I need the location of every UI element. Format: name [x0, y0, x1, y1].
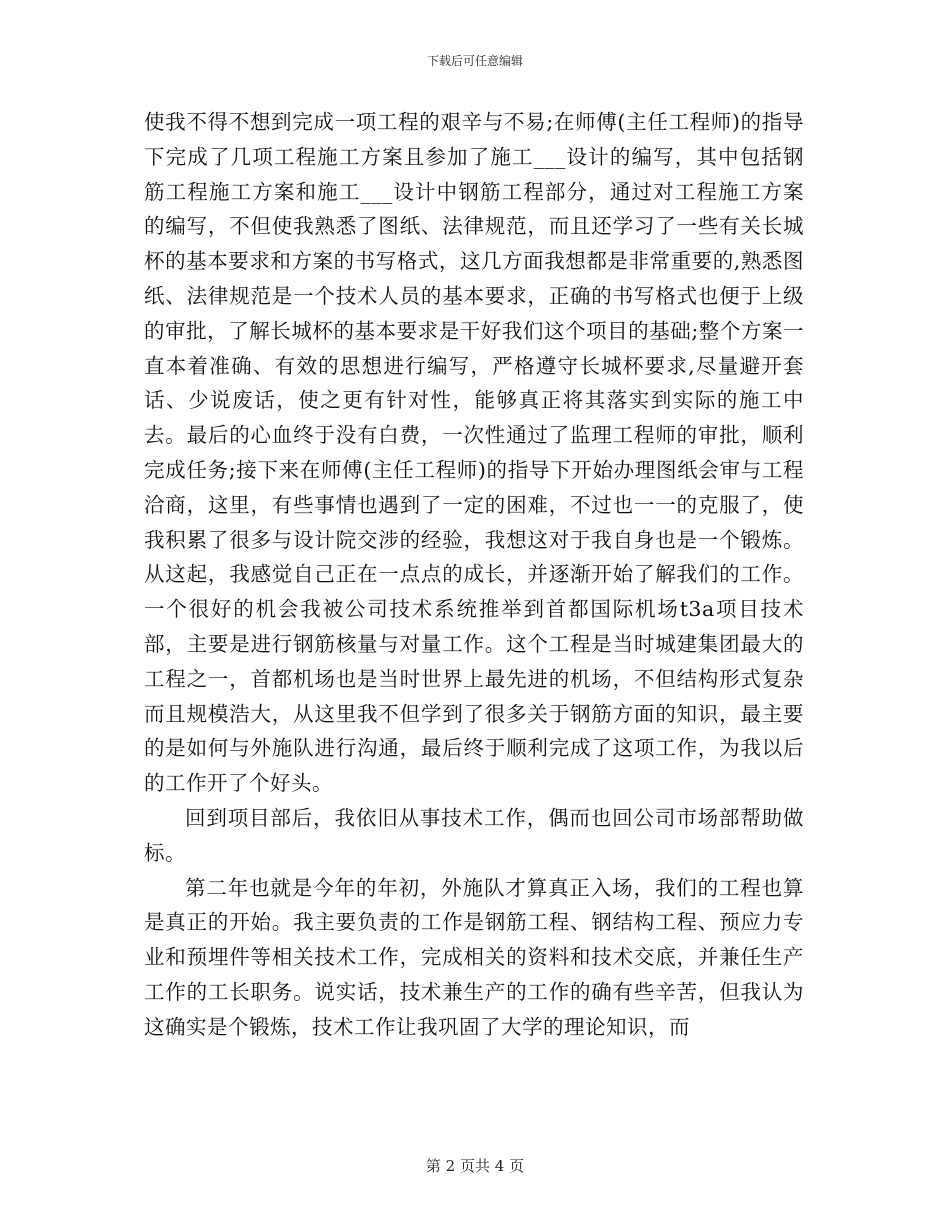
document-body	[144, 105, 804, 1045]
paragraph-2: 回到项目部后，我依旧从事技术工作，偶而也回公司市场部帮助做标。	[144, 805, 804, 865]
page-header: 下载后可任意编辑	[426, 54, 523, 68]
paragraph-3: 第二年也就是今年的年初，外施队才算真正入场，我们的工程也算是真正的开始。我主要负责的工作是钢筋工程、钢结构工程、预应力专业和预埋件等相关技术工作，完成相关的资料和技术交底，并兼任生产工作的工长职务。说实话，技术兼生产的工作的确有些辛苦，但我认为这确实是个锻炼，技术工作让我巩固了大学的理论知识，而	[144, 875, 804, 1039]
page-footer: 第 2 页共 4 页	[425, 1157, 525, 1175]
paragraph-1: 使我不得不想到完成一项工程的艰辛与不易;在师傅(主任工程师)的指导下完成了几项工程施工方案且参加了施工___设计的编写，其中包括钢筋工程施工方案和施工___设计中钢筋工程部分，通过对工程施工方案的编写，不但使我熟悉了图纸、法律规范，而且还学习了一些有关长城杯的基本要求和方案的书写格式，这几方面我想都是非常重要的,熟悉图纸、法律规范是一个技术人员的基本要求，正确的书写格式也便于上级的审批，了解长城杯的基本要求是干好我们这个项目的基础;整个方案一直本着准确、有效的思想进行编写，严格遵守长城杯要求,尽量避开套话、少说废话，使之更有针对性，能够真正将其落实到实际的施工中去。最后的心血终于没有白费，一次性通过了监理工程师的审批，顺利完成任务;接下来在师傅(主任工程师)的指导下开始办理图纸会审与工程洽商，这里，有些事情也遇到了一定的困难，不过也一一的克服了，使我积累了很多与设计院交涉的经验，我想这对于我自身也是一个锻炼。从这起，我感觉自己正在一点点的成长，并逐渐开始了解我们的工作。一个很好的机会我被公司技术系统推举到首都国际机场t3a项目技术部，主要是进行钢筋核量与对量工作。这个工程是当时城建集团最大的工程之一，首都机场也是当时世界上最先进的机场，不但结构形式复杂而且规模浩大，从这里我不但学到了很多关于钢筋方面的知识，最主要的是如何与外施队进行沟通，最后终于顺利完成了这项工作，为我以后的工作开了个好头。	[144, 110, 804, 796]
